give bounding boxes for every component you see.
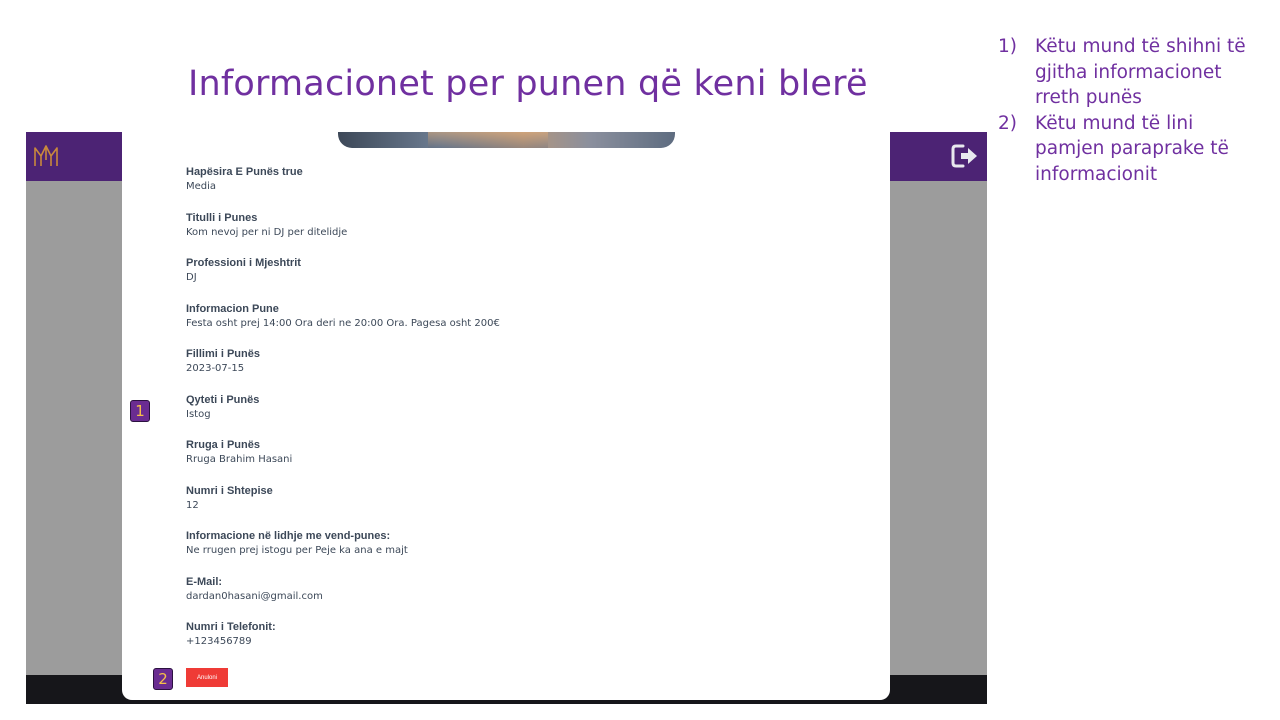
field-value: 2023-07-15 (186, 363, 245, 374)
cancel-button[interactable]: Anuloni (186, 668, 228, 687)
field-email (186, 575, 826, 621)
field-start-date (186, 347, 826, 393)
job-fields (186, 165, 826, 666)
field-value: DJ (186, 272, 197, 283)
field-label: Rruga i Punës (186, 439, 260, 451)
field-label: Fillimi i Punës (186, 348, 260, 360)
logout-icon[interactable] (951, 143, 979, 169)
field-label: E-Mail: (186, 575, 223, 588)
field-value: Rruga Brahim Hasani (186, 454, 293, 465)
monogram-logo-icon[interactable] (32, 142, 60, 170)
field-house-number (186, 484, 826, 530)
note-number: 2) (998, 112, 1017, 134)
field-value: dardan0hasani@gmail.com (186, 590, 323, 602)
field-street (186, 438, 826, 484)
field-phone (186, 620, 826, 666)
app-screenshot (26, 132, 987, 704)
note-number: 1) (998, 36, 1017, 57)
slide-title: Informacionet per punen që keni blerë (188, 64, 868, 104)
field-label: Numri i Shtepise (186, 484, 273, 497)
field-label: Professioni i Mjeshtrit (186, 257, 301, 269)
field-value: Festa osht prej 14:00 Ora deri ne 20:00 Ora. Pagesa osht 200€ (186, 317, 500, 329)
note-text: Këtu mund të lini pamjen paraprake të informacionit (1035, 112, 1229, 185)
field-value: Istog (186, 408, 211, 420)
field-title (186, 211, 826, 257)
field-label: Informacione në lidhje me vend-punes: (186, 530, 391, 542)
callout-marker-2: 2 (153, 668, 173, 690)
note-text: Këtu mund të shihni të gjitha informacionet rreth punës (1035, 36, 1246, 108)
field-label: Informacion Pune (186, 302, 279, 315)
field-city (186, 393, 826, 439)
field-location-info (186, 529, 826, 575)
field-label: Qyteti i Punës (186, 393, 260, 406)
callout-marker-1: 1 (130, 400, 150, 422)
field-workspace (186, 165, 826, 211)
field-label: Numri i Telefonit: (186, 621, 276, 633)
note-item (998, 111, 1268, 188)
field-value: Ne rrugen prej istogu per Peje ka ana e majt (186, 545, 408, 556)
note-item (998, 34, 1268, 111)
field-job-info (186, 302, 826, 348)
notes-list (998, 34, 1268, 187)
field-value: Kom nevoj per ni DJ per ditelidje (186, 226, 348, 238)
field-value: +123456789 (186, 636, 252, 647)
field-label: Hapësira E Punës true (186, 166, 303, 178)
job-hero-image (338, 132, 675, 148)
field-profession (186, 256, 826, 302)
job-details-modal (122, 132, 890, 700)
field-label: Titulli i Punes (186, 211, 258, 224)
field-value: 12 (186, 499, 199, 511)
field-value: Media (186, 181, 217, 192)
